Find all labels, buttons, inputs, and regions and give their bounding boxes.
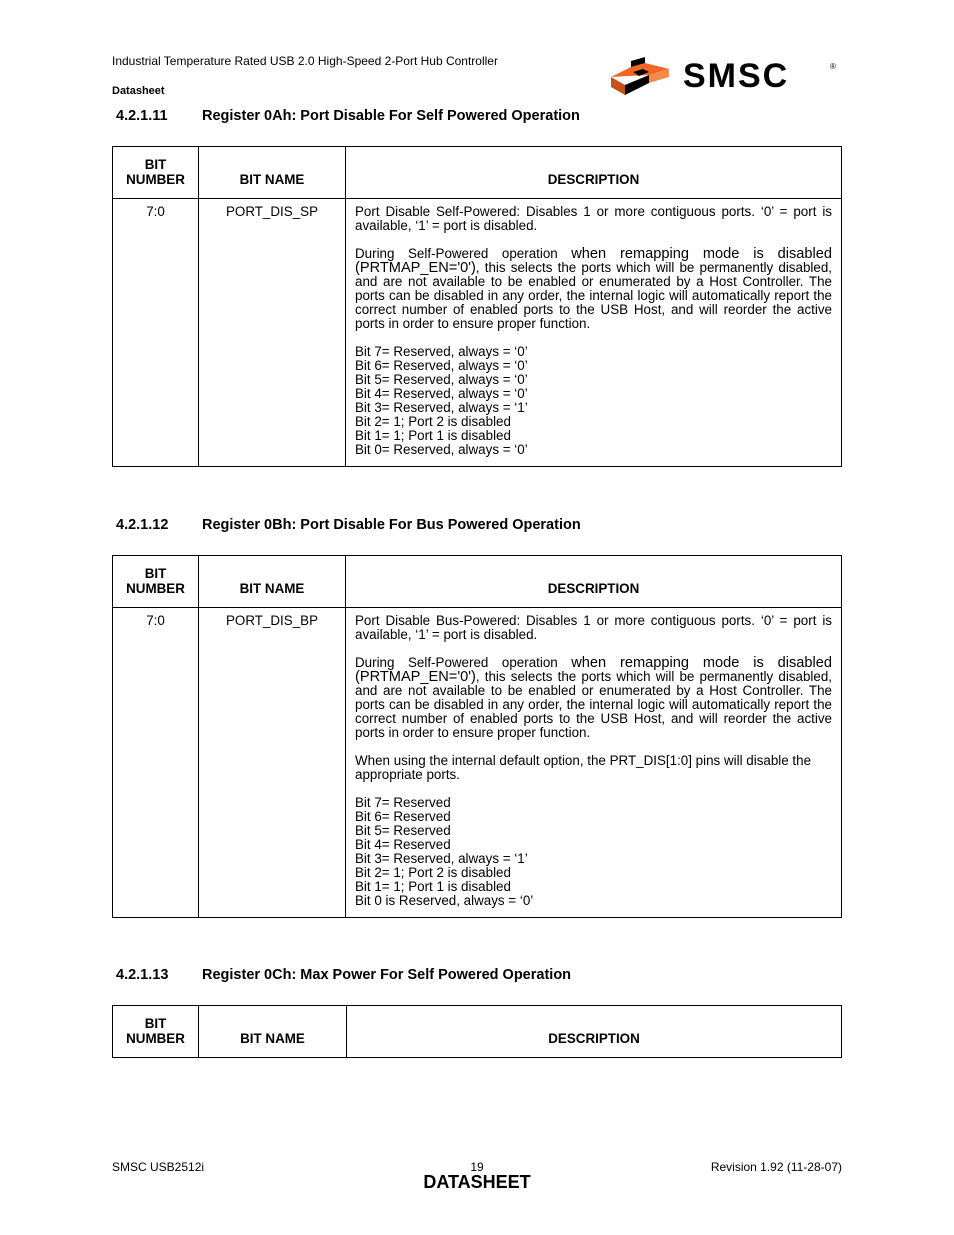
register-0ch-table [112, 1005, 842, 1058]
bit-list [355, 345, 832, 457]
bit-name-cell: PORT_DIS_BP [199, 608, 346, 918]
list-item: Bit 4= Reserved, always = ‘0’ [355, 386, 528, 401]
list-item: Bit 7= Reserved [355, 795, 451, 810]
footer-datasheet-label: DATASHEET [423, 1172, 531, 1192]
list-item: Bit 3= Reserved, always = ‘1’ [355, 851, 528, 866]
register-0ah-table [112, 146, 842, 467]
section-heading-0bh [116, 517, 581, 533]
col-description: DESCRIPTION [347, 1006, 842, 1058]
desc-paragraph: Port Disable Self-Powered: Disables 1 or more contiguous ports. ‘0’ = port is available, ‘1’ = port is disabled. [355, 204, 832, 233]
description-cell [346, 608, 842, 918]
footer-revision: Revision 1.92 (11-28-07) [710, 1160, 842, 1174]
table-header-row [113, 1006, 842, 1058]
smsc-logo [609, 55, 841, 97]
section-title: Register 0Bh: Port Disable For Bus Powered Operation [202, 517, 581, 533]
desc-paragraph: During Self-Powered operation when remapping mode is disabled (PRTMAP_EN='0'), this selects the ports which will be permanently disabled, and are not available to be enabled or enumerated by a Host Controller. The ports can be disabled in any order, the internal logic will automatically report the correct number of enabled ports to the USB Host, and will reorder the active ports in order to ensure proper function. [355, 246, 832, 331]
col-description: DESCRIPTION [346, 147, 842, 199]
list-item: Bit 5= Reserved [355, 823, 451, 838]
col-bit-number: BIT NUMBER [113, 1006, 199, 1058]
list-item: Bit 0= Reserved, always = ‘0’ [355, 442, 528, 457]
list-item: Bit 5= Reserved, always = ‘0’ [355, 372, 528, 387]
list-item: Bit 7= Reserved, always = ‘0’ [355, 344, 528, 359]
smsc-logo-icon [609, 55, 841, 97]
bit-number-cell: 7:0 [113, 199, 199, 467]
bit-list [355, 796, 832, 908]
section-title: Register 0Ah: Port Disable For Self Powered Operation [202, 108, 580, 124]
table-row [113, 199, 842, 467]
col-description: DESCRIPTION [346, 556, 842, 608]
svg-text:®: ® [830, 62, 836, 71]
list-item: Bit 2= 1; Port 2 is disabled [355, 865, 511, 880]
bit-number-cell: 7:0 [113, 608, 199, 918]
desc-paragraph: When using the internal default option, the PRT_DIS[1:0] pins will disable the appropriate ports. [355, 753, 812, 782]
document-title: Industrial Temperature Rated USB 2.0 High-Speed 2-Port Hub Controller [112, 54, 498, 68]
col-bit-name: BIT NAME [199, 147, 346, 199]
footer-product: SMSC USB2512i [112, 1160, 205, 1174]
register-0bh-table [112, 555, 842, 918]
svg-text:SMSC: SMSC [683, 57, 790, 95]
table-header-row [113, 556, 842, 608]
col-bit-name: BIT NAME [199, 556, 346, 608]
list-item: Bit 1= 1; Port 1 is disabled [355, 879, 511, 894]
list-item: Bit 0 is Reserved, always = ‘0’ [355, 893, 534, 908]
col-bit-number: BIT NUMBER [113, 147, 199, 199]
list-item: Bit 6= Reserved, always = ‘0’ [355, 358, 528, 373]
document-subtitle: Datasheet [112, 85, 165, 97]
section-number: 4.2.1.12 [116, 517, 169, 533]
section-heading-0ah [116, 108, 580, 124]
list-item: Bit 4= Reserved [355, 837, 451, 852]
table-header-row [113, 147, 842, 199]
desc-paragraph: Port Disable Bus-Powered: Disables 1 or more contiguous ports. ‘0’ = port is available, ‘1’ = port is disabled. [355, 613, 832, 642]
table-row [113, 608, 842, 918]
section-number: 4.2.1.13 [116, 967, 169, 983]
list-item: Bit 1= 1; Port 1 is disabled [355, 428, 511, 443]
section-title: Register 0Ch: Max Power For Self Powered Operation [202, 967, 572, 983]
desc-paragraph: During Self-Powered operation when remapping mode is disabled (PRTMAP_EN='0'), this selects the ports which will be permanently disabled, and are not available to be enabled or enumerated by a Host Controller. The ports can be disabled in any order, the internal logic will automatically report the correct number of enabled ports to the USB Host, and will reorder the active ports in order to ensure proper function. [355, 655, 832, 740]
section-heading-0ch [116, 967, 571, 983]
list-item: Bit 2= 1; Port 2 is disabled [355, 414, 511, 429]
list-item: Bit 3= Reserved, always = ‘1’ [355, 400, 528, 415]
col-bit-number: BIT NUMBER [113, 556, 199, 608]
page-number: 19 [470, 1160, 484, 1174]
bit-name-cell: PORT_DIS_SP [199, 199, 346, 467]
list-item: Bit 6= Reserved [355, 809, 451, 824]
section-number: 4.2.1.11 [116, 108, 168, 124]
description-cell [346, 199, 842, 467]
col-bit-name: BIT NAME [199, 1006, 347, 1058]
